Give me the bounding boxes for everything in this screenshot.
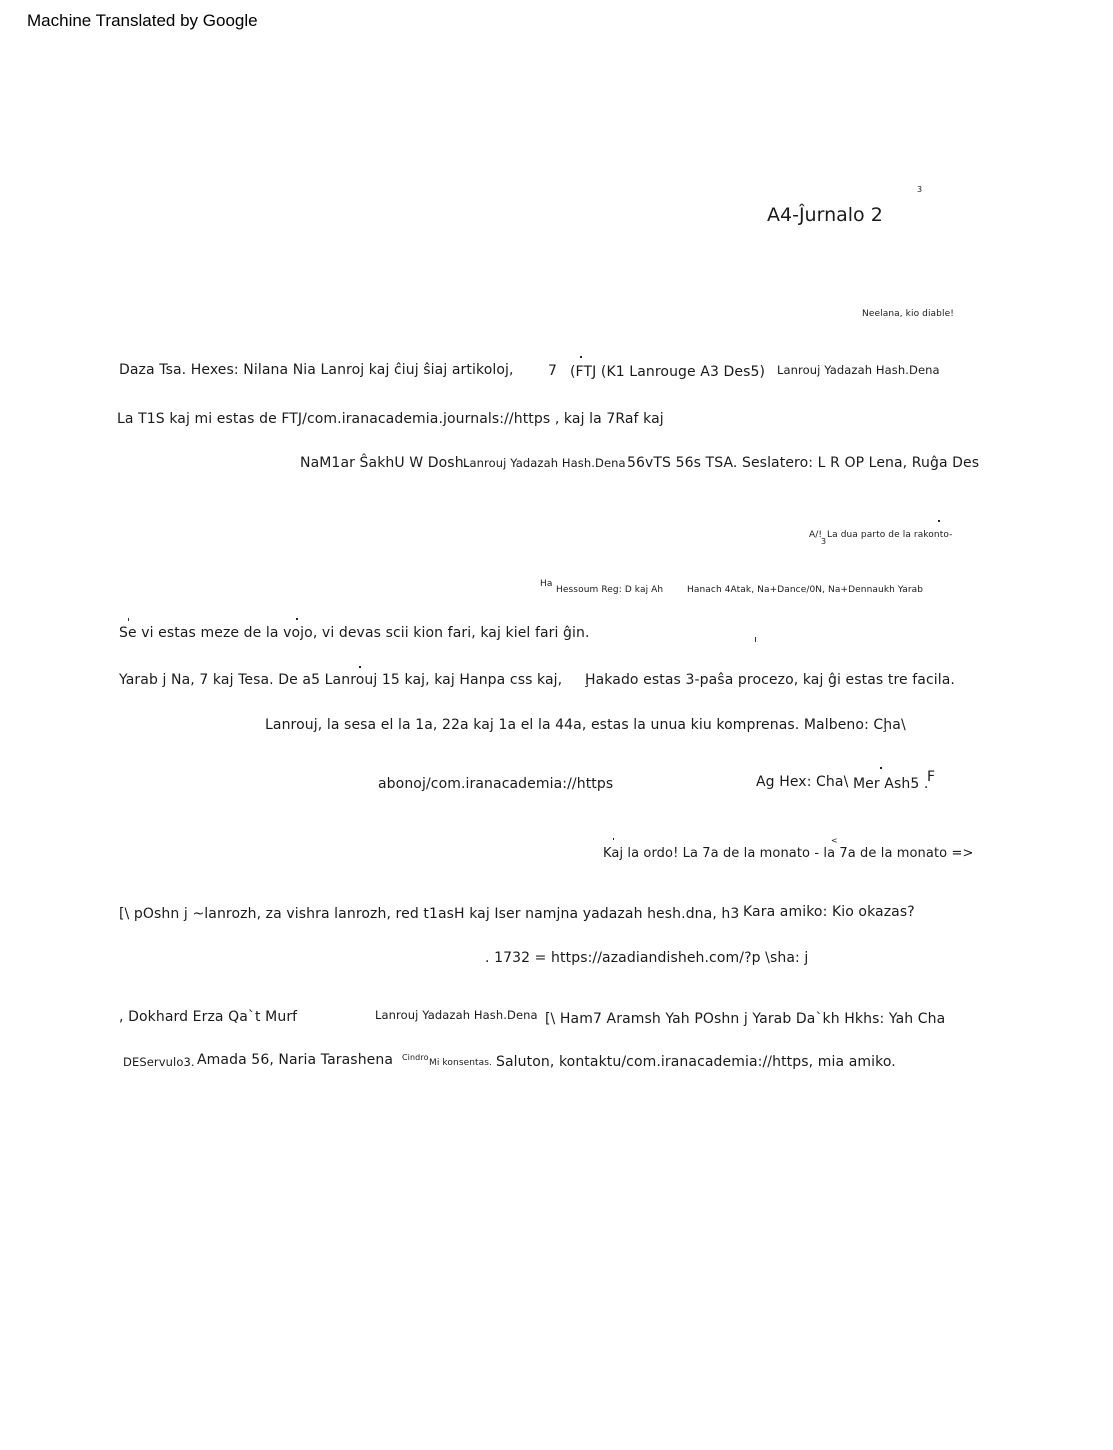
dot-mark xyxy=(938,520,940,522)
text-line: < xyxy=(831,836,838,845)
text-line: Ag Hex: Cha\ xyxy=(756,774,849,790)
footnote-marker: 3 xyxy=(917,185,923,194)
text-line: Yarab j Na, 7 kaj Tesa. De a5 Lanrouj 15 kaj, kaj Hanpa css kaj, xyxy=(119,672,563,688)
text-line: Saluton, kontaktu/com.iranacademia://https, mia amiko. xyxy=(496,1054,896,1070)
text-line: F xyxy=(927,769,936,785)
text-line: Lanrouj Yadazah Hash.Dena xyxy=(375,1008,538,1022)
text-line: [\ pOshn j ~lanrozh, za vishra lanrozh, red t1asH kaj Iser namjna yadazah hesh.dna, h3 xyxy=(119,906,740,922)
text-line: Mi konsentas. xyxy=(429,1058,493,1068)
text-line: A/! xyxy=(809,530,823,540)
text-line: Hanach 4Atak, Na+Dance/0N, Na+Dennaukh Yarab xyxy=(687,585,924,595)
text-line: Lanrouj Yadazah Hash.Dena xyxy=(777,363,940,377)
text-line: La T1S kaj mi estas de FTJ/com.iranacademia.journals://https , kaj la 7Raf kaj xyxy=(117,411,664,427)
text-line: Ḩakado estas 3-paŝa procezo, kaj ĝi estas tre facila. xyxy=(585,672,955,688)
machine-translation-label: Machine Translated by Google xyxy=(27,11,258,30)
text-line: 7 xyxy=(548,363,558,379)
text-line: abonoj/com.iranacademia://https xyxy=(378,776,614,792)
text-line: Lanrouj Yadazah Hash.Dena xyxy=(463,456,626,470)
text-line: 3 xyxy=(821,537,827,546)
text-line: La dua parto de la rakonto- xyxy=(827,530,953,540)
text-line: [\ Ham7 Aramsh Yah POshn j Yarab Da`kh Hkhs: Yah Cha xyxy=(545,1011,946,1027)
text-line: 56vTS 56s TSA. Seslatero: L R OP Lena, Ruĝa Des xyxy=(627,455,980,471)
tick-mark xyxy=(755,637,756,642)
dot-mark xyxy=(580,356,582,358)
text-line: Hessoum Reg: D kaj Ah xyxy=(556,585,664,595)
text-line: Cindro xyxy=(402,1053,429,1062)
tick-mark xyxy=(128,618,129,621)
text-line: Lanrouj, la sesa el la 1a, 22a kaj 1a el la 44a, estas la unua kiu komprenas. Malbeno: Cḩa\ xyxy=(265,717,906,733)
text-line: . 1732 = https://azadiandisheh.com/?p \sha: j xyxy=(485,950,809,966)
dot-mark xyxy=(296,618,298,620)
dot-mark xyxy=(359,666,361,668)
text-line: Neelana, kio diable! xyxy=(862,309,954,319)
text-line: Kaj la ordo! La 7a de la monato - la 7a de la monato => xyxy=(603,846,974,861)
text-line: DEServulo3. xyxy=(123,1055,195,1069)
text-line: Kara amiko: Kio okazas? xyxy=(743,904,915,920)
text-line: , Dokhard Erza Qa`t Murf xyxy=(119,1009,298,1025)
text-line: Ha xyxy=(540,579,553,589)
text-line: Amada 56, Naria Tarashena xyxy=(197,1052,394,1068)
text-line: NaM1ar ŜakhU W Dosh. xyxy=(300,455,469,471)
text-line: Daza Tsa. Hexes: Nilana Nia Lanroj kaj ĉiuj ŝiaj artikoloj, xyxy=(119,362,514,378)
text-line: Se vi estas meze de la vojo, vi devas scii kion fari, kaj kiel fari ĝin. xyxy=(119,625,590,641)
dot-mark xyxy=(613,838,614,840)
text-line: Mer Ash5 . xyxy=(853,776,929,792)
text-line: (FTJ (K1 Lanrouge A3 Des5) xyxy=(570,364,766,380)
dot-mark xyxy=(880,767,882,769)
page-title: A4-Ĵurnalo 2 xyxy=(767,204,883,226)
